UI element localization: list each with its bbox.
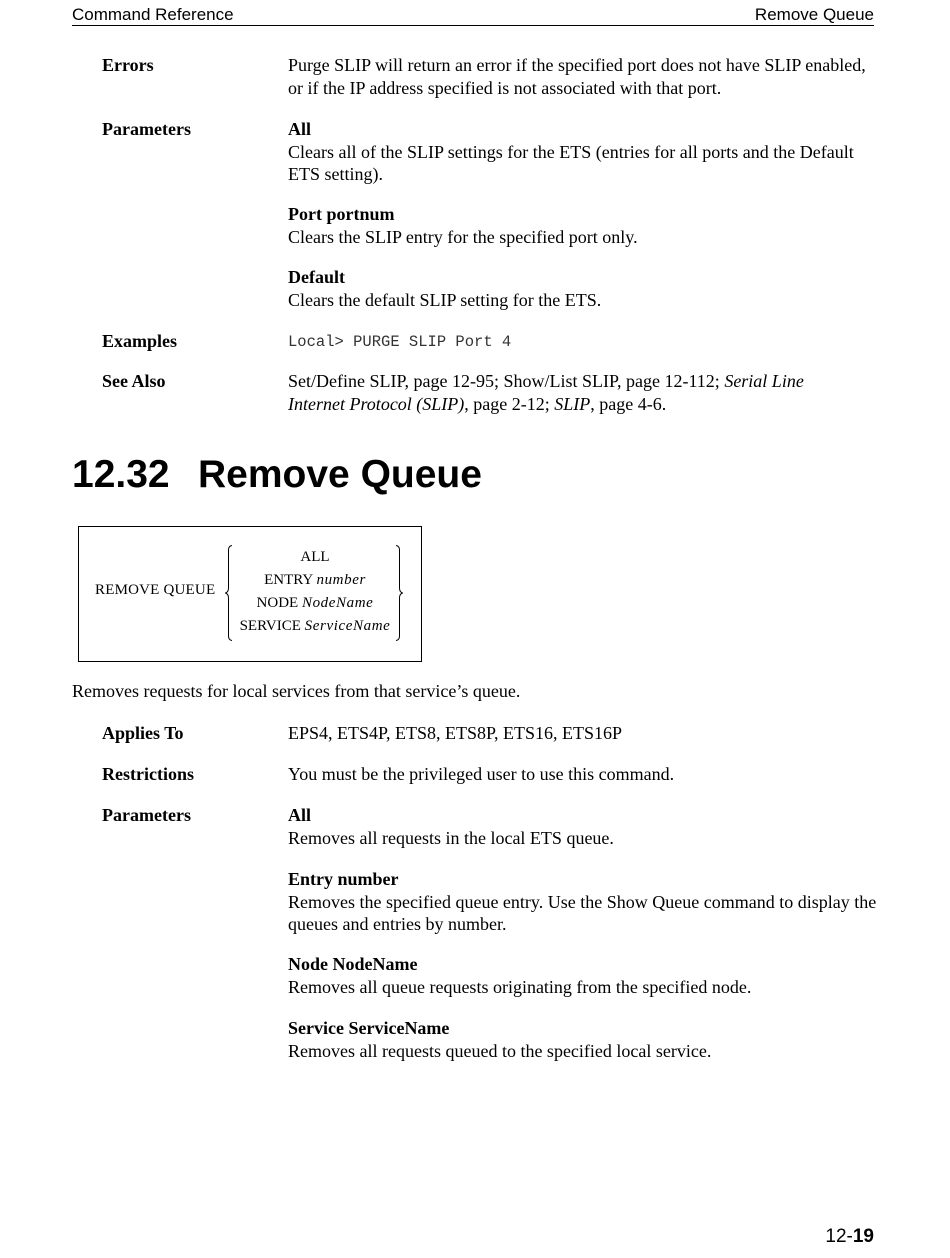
param-desc: Removes all requests queued to the specified local service. bbox=[288, 1040, 712, 1061]
intro-text: Removes requests for local services from that service’s queue. bbox=[72, 681, 521, 701]
section-heading bbox=[72, 450, 482, 500]
option-keyword: ALL bbox=[300, 549, 330, 565]
option-arg: NodeName bbox=[301, 595, 374, 611]
see-also-text bbox=[288, 370, 848, 415]
option-keyword: ENTRY bbox=[264, 572, 313, 588]
param-name: Service ServiceName bbox=[288, 1018, 450, 1038]
option-keyword: SERVICE bbox=[239, 618, 301, 634]
applies-to-text: EPS4, ETS4P, ETS8, ETS8P, ETS16, ETS16P bbox=[288, 723, 623, 743]
see-also-link: SLIP bbox=[554, 393, 591, 414]
header-right: Remove Queue bbox=[754, 5, 874, 24]
page-number bbox=[825, 1226, 874, 1248]
syntax-box bbox=[78, 526, 422, 662]
examples-label: Examples bbox=[102, 331, 178, 351]
syntax-option-service bbox=[235, 618, 395, 635]
option-arg: ServiceName bbox=[304, 618, 391, 634]
page-prefix: 12- bbox=[825, 1226, 853, 1247]
param-node bbox=[288, 953, 878, 998]
syntax-option-entry bbox=[235, 572, 395, 589]
see-also-label: See Also bbox=[102, 371, 166, 391]
syntax-command: REMOVE QUEUE bbox=[95, 582, 216, 598]
param-service bbox=[288, 1017, 878, 1062]
section-number: 12.32 bbox=[72, 453, 170, 496]
prev-param-port bbox=[288, 203, 878, 248]
page-header bbox=[72, 5, 874, 26]
param-name: All bbox=[288, 119, 312, 139]
see-also-link: Serial Line Internet Protocol (SLIP) bbox=[288, 371, 804, 414]
param-entry bbox=[288, 868, 878, 936]
param-desc: Removes the specified queue entry. Use the Show Queue command to display the queues and entries by number. bbox=[288, 891, 877, 934]
param-name: Node NodeName bbox=[288, 954, 418, 974]
header-left: Command Reference bbox=[72, 5, 234, 24]
prev-param-all bbox=[288, 118, 878, 186]
see-also-part: , page 4-6. bbox=[590, 393, 667, 414]
errors-text: Purge SLIP will return an error if the specified port does not have SLIP enabled, or if the IP address specified is not associated with that port. bbox=[288, 55, 866, 98]
param-all bbox=[288, 804, 878, 849]
applies-to-label: Applies To bbox=[102, 723, 184, 743]
param-desc: Removes all queue requests originating from the specified node. bbox=[288, 976, 752, 997]
page-num: 19 bbox=[852, 1226, 874, 1247]
right-brace bbox=[395, 545, 403, 641]
restrictions-text: You must be the privileged user to use this command. bbox=[288, 764, 675, 784]
param-desc: Clears all of the SLIP settings for the ETS (entries for all ports and the Default ETS setting). bbox=[288, 141, 854, 184]
param-name: Default bbox=[288, 267, 345, 287]
param-name: Entry number bbox=[288, 869, 399, 889]
parameters-label: Parameters bbox=[102, 805, 191, 825]
see-also-part: Set/Define SLIP, page 12-95; Show/List SLIP, page 12-112; bbox=[288, 371, 725, 391]
param-desc: Clears the default SLIP setting for the ETS. bbox=[288, 289, 602, 310]
param-name: Port portnum bbox=[288, 204, 395, 224]
syntax-option-node bbox=[235, 595, 395, 612]
left-brace bbox=[225, 545, 233, 641]
prev-param-default bbox=[288, 266, 878, 311]
example-command: Local> PURGE SLIP Port 4 bbox=[288, 333, 512, 351]
option-arg: number bbox=[316, 572, 366, 588]
section-title: Remove Queue bbox=[198, 453, 482, 496]
param-name: All bbox=[288, 805, 312, 825]
syntax-option-all bbox=[235, 549, 395, 566]
prev-parameters-label: Parameters bbox=[102, 119, 191, 139]
param-desc: Clears the SLIP entry for the specified port only. bbox=[288, 226, 638, 247]
option-keyword: NODE bbox=[256, 595, 299, 611]
restrictions-label: Restrictions bbox=[102, 764, 194, 784]
errors-label: Errors bbox=[102, 55, 154, 75]
see-also-part: , page 2-12; bbox=[464, 393, 555, 414]
param-desc: Removes all requests in the local ETS queue. bbox=[288, 827, 614, 848]
